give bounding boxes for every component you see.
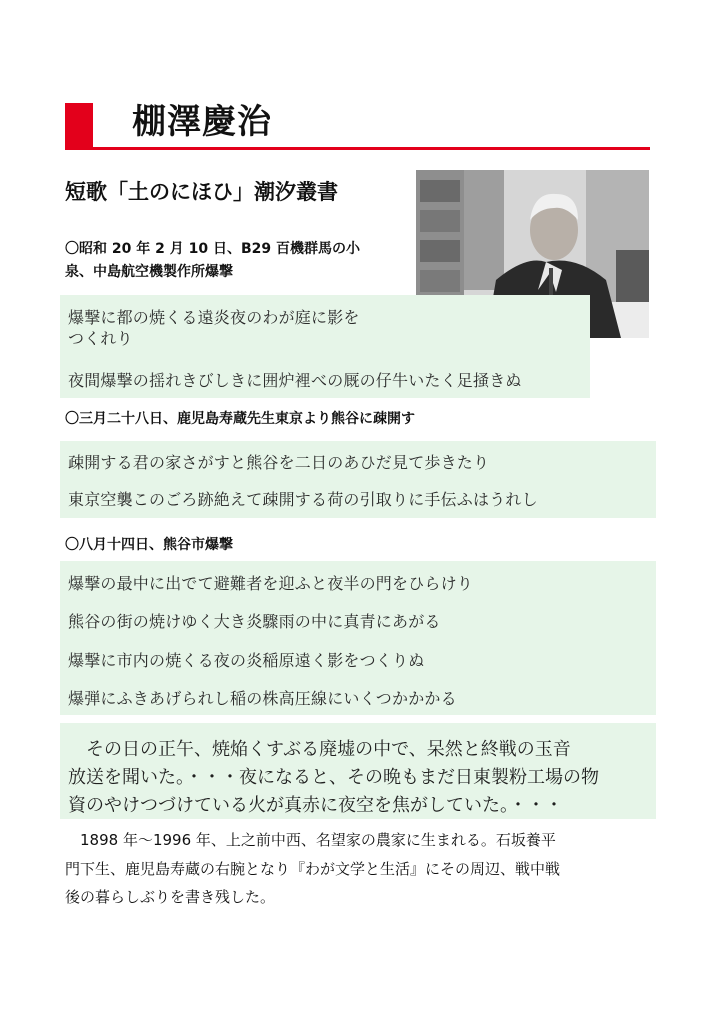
poem-line: 爆撃の最中に出でて避難者を迎ふと夜半の門をひらけり <box>68 574 474 593</box>
poem-line: つくれり <box>68 329 133 348</box>
section-heading-1-line-2: 泉、中島航空機製作所爆撃 <box>65 264 233 280</box>
poem-line: 爆弾にふきあげられし稲の株高圧線にいくつかかかる <box>68 689 457 708</box>
prose-box <box>60 723 656 819</box>
prose-line: 資のやけつづけている火が真赤に夜空を焦がしていた。・・・ <box>68 795 563 816</box>
page-title: 棚澤慶治 <box>132 102 272 142</box>
bio-line: 門下生、鹿児島寿蔵の右腕となり『わが文学と生活』にその周辺、戦中戦 <box>65 860 561 878</box>
bio-line: 後の暮らしぶりを書き残した。 <box>65 888 276 906</box>
page-subtitle: 短歌「土のにほひ」潮汐叢書 <box>65 180 338 204</box>
poem-box-2 <box>60 441 656 518</box>
poem-line: 夜間爆撃の揺れきびしきに囲炉裡べの厩の仔牛いたく足掻きぬ <box>68 371 522 390</box>
title-accent-block <box>65 103 93 149</box>
section-heading-1-line-1: 〇昭和 20 年 2 月 10 日、B29 百機群馬の小 <box>65 241 360 257</box>
title-underline <box>65 147 650 150</box>
poem-line: 疎開する君の家さがすと熊谷を二日のあひだ見て歩きたり <box>68 453 490 472</box>
poem-box-3 <box>60 561 656 715</box>
prose-line: その日の正午、焼焔くすぶる廃墟の中で、呆然と終戦の玉音 <box>68 739 571 760</box>
poem-box-1 <box>60 295 590 398</box>
poem-line: 爆撃に市内の焼くる夜の炎稲原遠く影をつくりぬ <box>68 651 425 670</box>
poem-line: 東京空襲このごろ跡絶えて疎開する荷の引取りに手伝ふはうれし <box>68 490 538 509</box>
poem-line: 熊谷の街の焼けゆく大き炎驟雨の中に真青にあがる <box>68 612 441 631</box>
section-heading-3: 〇八月十四日、熊谷市爆撃 <box>65 537 233 553</box>
bio-line: 1898 年～1996 年、上之前中西、名望家の農家に生まれる。石坂養平 <box>65 831 556 849</box>
section-heading-1 <box>65 238 360 284</box>
poem-line: 爆撃に都の焼くる遠炎夜のわが庭に影を <box>68 308 360 327</box>
section-heading-2: 〇三月二十八日、鹿児島寿蔵先生東京より熊谷に疎開す <box>65 411 415 427</box>
prose-line: 放送を聞いた。・・・夜になると、その晩もまだ日東製粉工場の物 <box>68 767 599 788</box>
